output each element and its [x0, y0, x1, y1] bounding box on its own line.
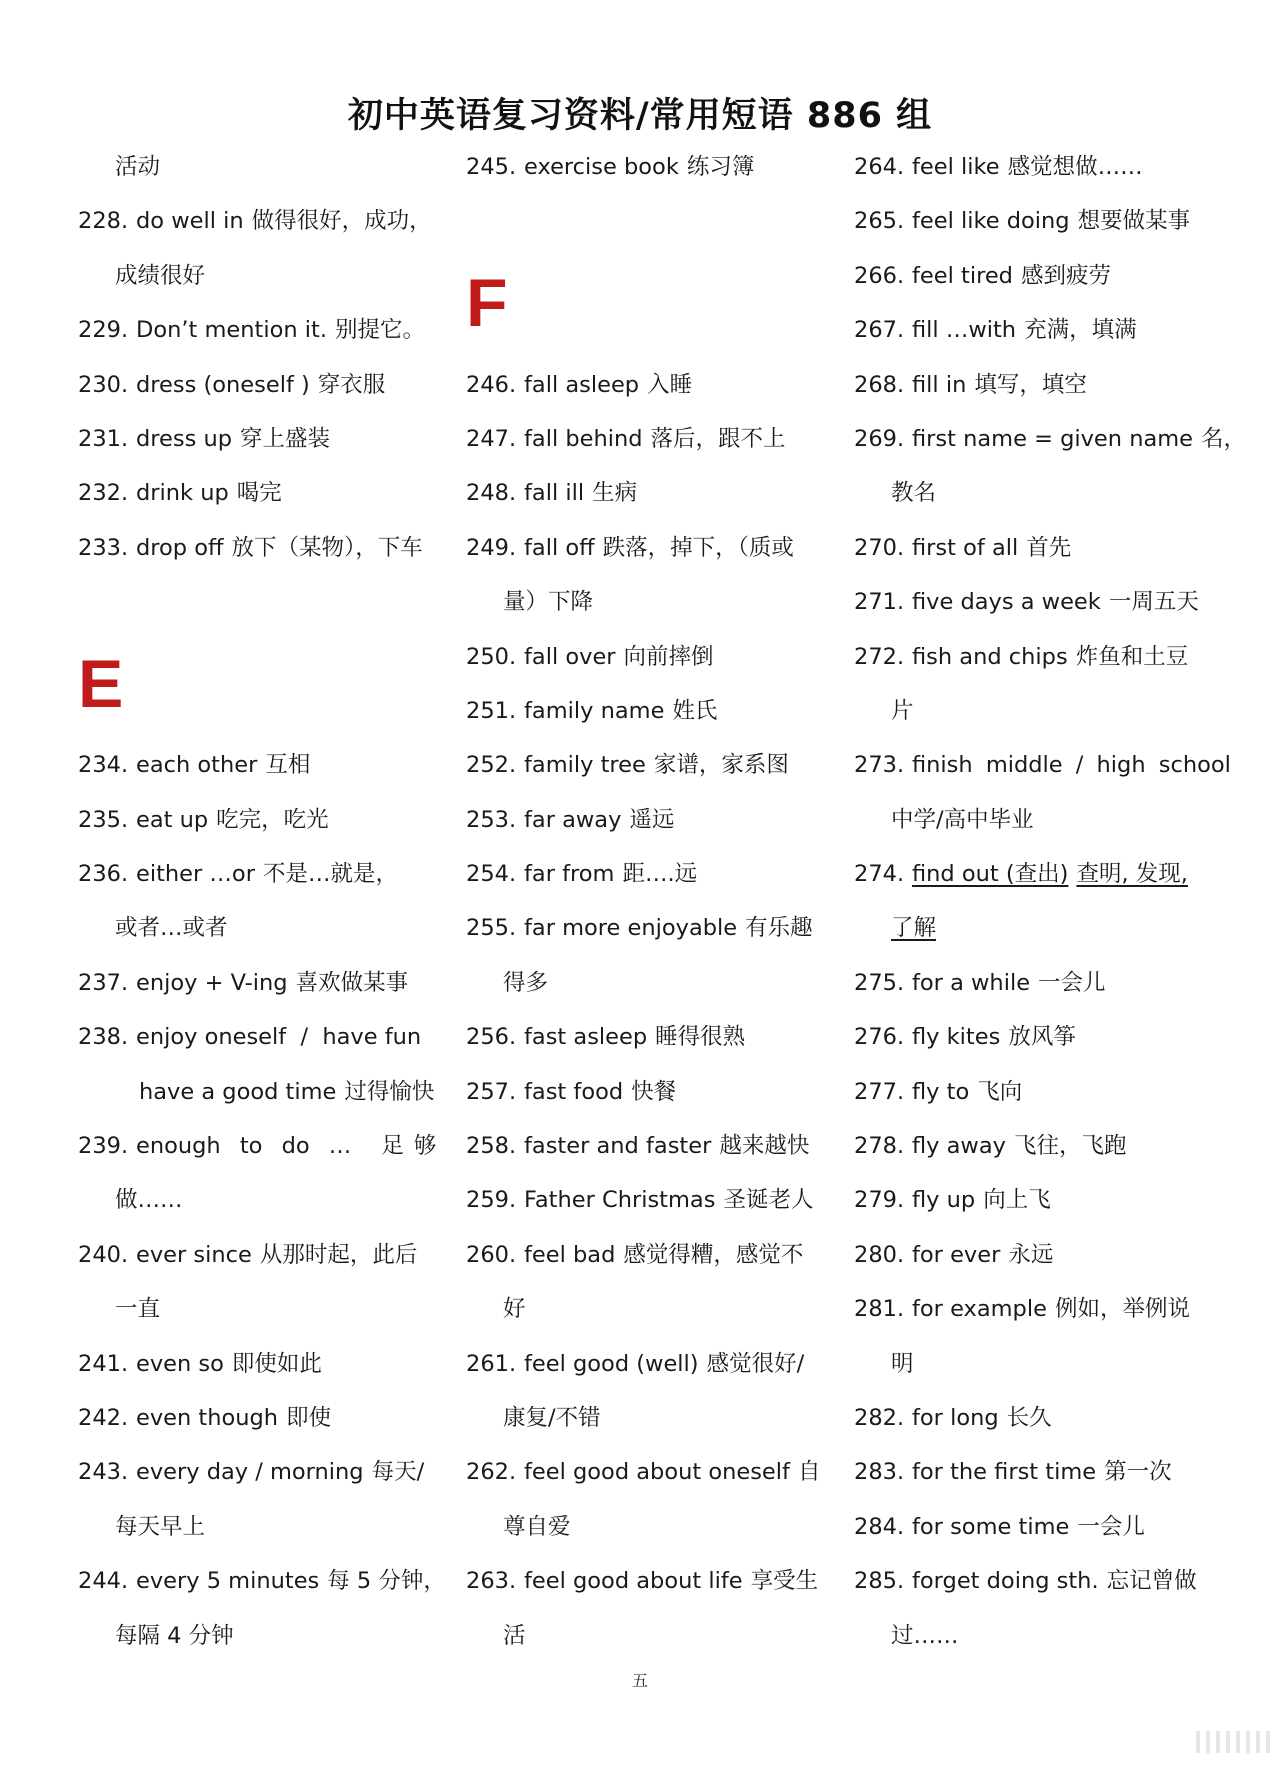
phrase-item: 280. for ever 永远	[854, 1241, 1054, 1268]
phrase-item: 234. each other 互相	[78, 752, 311, 779]
phrase-item: 267. fill …with 充满，填满	[854, 317, 1137, 344]
phrase-continuation: 量）下降	[503, 589, 594, 616]
phrase-item: 229. Don’t mention it. 别提它。	[78, 317, 425, 344]
phrase-item: 245. exercise book 练习簿	[466, 154, 755, 180]
phrase-continuation: 做……	[115, 1187, 183, 1214]
phrase-continuation: 明	[891, 1350, 914, 1377]
phrase-item: 271. five days a week 一周五天	[854, 589, 1199, 616]
phrase-column-2	[466, 140, 846, 1663]
section-letter-f: F	[466, 264, 508, 341]
phrase-item: 228. do well in 做得很好，成功，	[78, 208, 432, 235]
phrase-continuation: 或者…或者	[115, 915, 228, 942]
phrase-item: 231. dress up 穿上盛装	[78, 425, 331, 452]
phrase-item: 263. feel good about life 享受生	[466, 1568, 819, 1595]
phrase-item: 272. fish and chips 炸鱼和土豆	[854, 643, 1189, 670]
phrase-item: 282. for long 长久	[854, 1404, 1052, 1431]
phrase-item: 230. dress (oneself ) 穿衣服	[78, 371, 386, 398]
phrase-item: 232. drink up 喝完	[78, 480, 282, 507]
phrase-item: 279. fly up 向上飞	[854, 1187, 1051, 1214]
phrase-continuation: 得多	[503, 969, 549, 996]
phrase-continuation: 好	[503, 1296, 526, 1323]
phrase-item: 240. ever since 从那时起，此后	[78, 1241, 418, 1268]
phrase-item: 284. for some time 一会儿	[854, 1513, 1145, 1540]
phrase-item: 248. fall ill 生病	[466, 480, 638, 507]
phrase-item: 237. enjoy + V-ing 喜欢做某事	[78, 969, 409, 996]
phrase-item: 252. family tree 家谱，家系图	[466, 752, 789, 779]
phrase-item: 275. for a while 一会儿	[854, 969, 1106, 996]
phrase-item: 268. fill in 填写，填空	[854, 371, 1087, 398]
phrase-item: 238. enjoy oneself / have fun	[78, 1024, 422, 1051]
phrase-item: 247. fall behind 落后，跟不上	[466, 425, 786, 452]
phrase-item: 235. eat up 吃完，吃光	[78, 806, 329, 833]
phrase-item: 246. fall asleep 入睡	[466, 371, 693, 398]
phrase-item: 265. feel like doing 想要做某事	[854, 208, 1191, 235]
phrase-item: 270. first of all 首先	[854, 534, 1072, 561]
phrase-item: 274. find out (查出) 查明, 发现,	[854, 861, 1188, 888]
phrase-item: 269. first name = given name 名，	[854, 425, 1247, 452]
phrase-item: 273. finish middle / high school	[854, 752, 1231, 779]
phrase-item: 251. family name 姓氏	[466, 697, 718, 724]
phrase-item: 261. feel good (well) 感觉很好/	[466, 1350, 805, 1377]
phrase-column-3	[854, 140, 1247, 1663]
phrase-continuation: 尊自爱	[503, 1513, 571, 1540]
section-letter-e: E	[78, 645, 124, 722]
phrase-continuation: 活	[503, 1622, 526, 1649]
phrase-item: 283. for the first time 第一次	[854, 1459, 1172, 1486]
phrase-item: 239. enough to do … 足够	[78, 1133, 447, 1160]
phrase-item: 257. fast food 快餐	[466, 1078, 677, 1105]
phrase-item: 243. every day / morning 每天/	[78, 1459, 425, 1486]
phrase-item: 253. far away 遥远	[466, 806, 675, 833]
phrase-item: 250. fall over 向前摔倒	[466, 643, 714, 670]
phrase-item: 262. feel good about oneself 自	[466, 1459, 821, 1486]
phrase-continuation: 教名	[891, 480, 937, 507]
phrase-item: 266. feel tired 感到疲劳	[854, 262, 1111, 289]
phrase-item: 260. feel bad 感觉得糟，感觉不	[466, 1241, 804, 1268]
phrase-item: 244. every 5 minutes 每 5 分钟，	[78, 1568, 446, 1595]
page-number: 五	[631, 1671, 648, 1690]
phrase-item: 241. even so 即使如此	[78, 1350, 322, 1377]
phrase-item: 236. either …or 不是…就是，	[78, 861, 398, 888]
phrase-item: 277. fly to 飞向	[854, 1078, 1023, 1105]
phrase-continuation: 活动	[115, 154, 161, 180]
phrase-item: 259. Father Christmas 圣诞老人	[466, 1187, 814, 1214]
phrase-continuation: 成绩很好	[115, 262, 206, 289]
phrase-item: 258. faster and faster 越来越快	[466, 1133, 810, 1160]
phrase-continuation: 康复/不错	[503, 1405, 601, 1431]
phrase-item: 281. for example 例如，举例说	[854, 1296, 1190, 1323]
phrase-continuation: have a good time 过得愉快	[139, 1078, 435, 1105]
page-title: 初中英语复习资料/常用短语 886 组	[347, 96, 933, 136]
phrase-column-1	[78, 140, 458, 1663]
phrase-item: 249. fall off 跌落，掉下，（质或	[466, 534, 794, 561]
phrase-item: 285. forget doing sth. 忘记曾做	[854, 1568, 1197, 1595]
phrase-continuation: 过……	[891, 1622, 959, 1649]
phrase-item: 276. fly kites 放风筝	[854, 1024, 1076, 1051]
phrase-item: 242. even though 即使	[78, 1405, 332, 1431]
phrase-item: 264. feel like 感觉想做……	[854, 154, 1143, 180]
phrase-continuation: 了解	[891, 915, 937, 942]
phrase-item: 256. fast asleep 睡得很熟	[466, 1024, 746, 1051]
phrase-continuation: 片	[891, 697, 914, 724]
spacer	[78, 575, 458, 629]
phrase-item: 254. far from 距….远	[466, 861, 698, 888]
phrase-continuation: 每天早上	[115, 1513, 206, 1540]
spacer	[466, 194, 846, 248]
phrase-continuation: 每隔 4 分钟	[115, 1622, 234, 1649]
phrase-continuation: 一直	[115, 1296, 161, 1323]
phrase-item: 233. drop off 放下（某物），下车	[78, 534, 423, 561]
corner-stripes-decoration	[1196, 1731, 1278, 1753]
phrase-continuation: 中学/高中毕业	[891, 806, 1034, 833]
phrase-item: 278. fly away 飞往，飞跑	[854, 1133, 1127, 1160]
phrase-item: 255. far more enjoyable 有乐趣	[466, 915, 813, 942]
